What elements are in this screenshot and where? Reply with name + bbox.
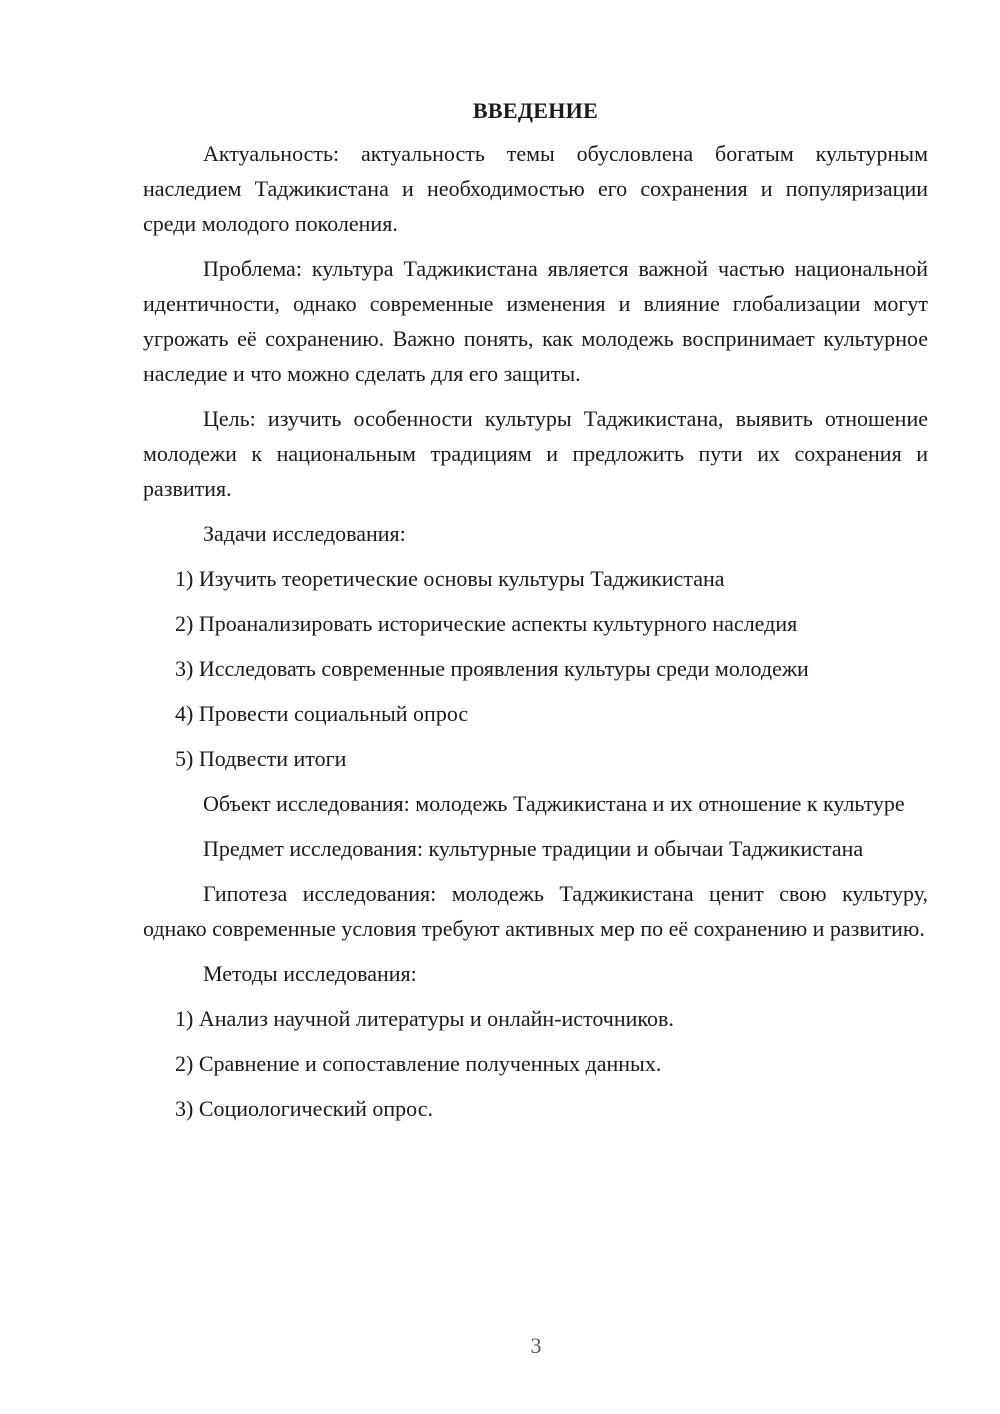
page-number: 3 [530,1333,542,1358]
page-title: ВВЕДЕНИЕ [472,98,599,123]
list-item: 4) Провести социальный опрос [175,701,469,726]
subject-paragraph: Предмет исследования: культурные традиции и обычаи Таджикистана [203,836,864,861]
relevance-paragraph: Актуальность: актуальность темы обусловлена богатым культурным наследием Таджикистана и необходимостью его сохранения и популяризации среди молодого поколения. [143,141,928,236]
methods-list [143,1001,928,1126]
document-page [143,96,928,1136]
list-item: 5) Подвести итоги [175,746,347,771]
goal-paragraph: Цель: изучить особенности культуры Таджикистана, выявить отношение молодежи к национальным традициям и предложить пути их сохранения и развития. [143,406,928,501]
tasks-title: Задачи исследования: [203,521,406,546]
list-item: 2) Сравнение и сопоставление полученных данных. [175,1051,662,1076]
list-item: 1) Изучить теоретические основы культуры Таджикистана [175,566,725,591]
methods-title: Методы исследования: [203,961,417,986]
hypothesis-paragraph: Гипотеза исследования: молодежь Таджикистана ценит свою культуру, однако современные условия требуют активных мер по её сохранению и развитию. [143,881,928,941]
problem-paragraph: Проблема: культура Таджикистана является важной частью национальной идентичности, однако современные изменения и влияние глобализации могут угрожать её сохранению. Важно понять, как молодежь воспринимает культурное наследие и что можно сделать для его защиты. [143,256,928,386]
list-item: 3) Исследовать современные проявления культуры среди молодежи [175,656,809,681]
object-paragraph: Объект исследования: молодежь Таджикистана и их отношение к культуре [203,791,905,816]
list-item: 1) Анализ научной литературы и онлайн-источников. [175,1006,674,1031]
list-item: 3) Социологический опрос. [175,1096,433,1121]
tasks-list [143,561,928,776]
list-item: 2) Проанализировать исторические аспекты культурного наследия [175,611,798,636]
